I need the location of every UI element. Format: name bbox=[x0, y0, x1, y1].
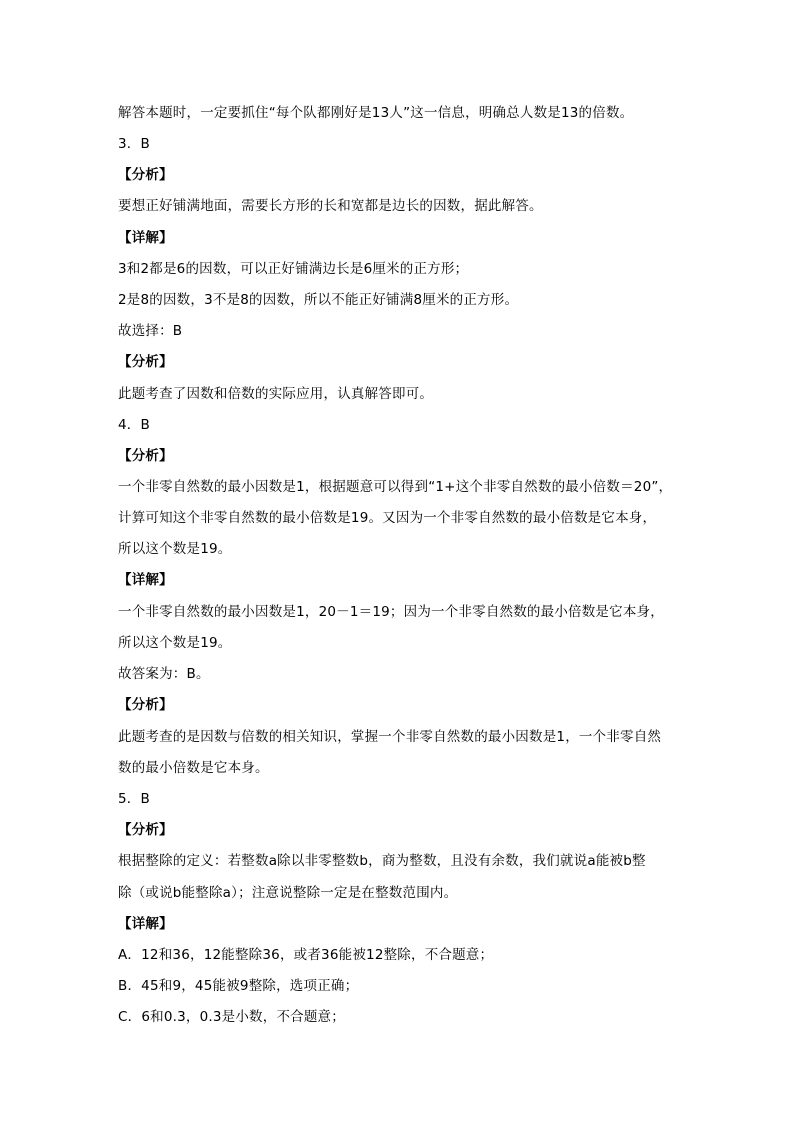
option-line: C．6和0.3，0.3是小数，不合题意； bbox=[118, 1009, 345, 1025]
option-line: B．45和9，45能被9整除，选项正确； bbox=[118, 978, 359, 994]
text-line: 解答本题时，一定要抓住“每个队都刚好是13人”这一信息，明确总人数是13的倍数。 bbox=[118, 105, 634, 121]
text-line: 一个非零自然数的最小因数是1，20－1＝19；因为一个非零自然数的最小倍数是它本身， bbox=[118, 604, 664, 620]
text-line: 2是8的因数，3不是8的因数，所以不能正好铺满8厘米的正方形。 bbox=[118, 292, 519, 308]
text-line: 要想正好铺满地面，需要长方形的长和宽都是边长的因数，据此解答。 bbox=[118, 198, 543, 214]
answer-heading: 4．B bbox=[118, 417, 150, 433]
text-line: 所以这个数是19。 bbox=[118, 635, 232, 651]
answer-heading: 5．B bbox=[118, 791, 150, 807]
text-line: 计算可知这个非零自然数的最小倍数是19。又因为一个非零自然数的最小倍数是它本身， bbox=[118, 510, 657, 526]
text-line: 此题考查的是因数与倍数的相关知识，掌握一个非零自然数的最小因数是1，一个非零自然 bbox=[118, 729, 662, 745]
text-line: 所以这个数是19。 bbox=[118, 541, 232, 557]
section-label-analysis: 【分析】 bbox=[118, 822, 173, 838]
section-label-analysis: 【分析】 bbox=[118, 167, 173, 183]
text-line: 3和2都是6的因数，可以正好铺满边长是6厘米的正方形； bbox=[118, 261, 469, 277]
text-line: 根据整除的定义：若整数a除以非零整数b，商为整数，且没有余数，我们就说a能被b整 bbox=[118, 853, 646, 869]
section-label-detail: 【详解】 bbox=[118, 572, 173, 588]
section-label-analysis: 【分析】 bbox=[118, 354, 173, 370]
text-line: 此题考查了因数和倍数的实际应用，认真解答即可。 bbox=[118, 386, 434, 402]
text-line: 故答案为：B。 bbox=[118, 666, 210, 682]
section-label-analysis: 【分析】 bbox=[118, 448, 173, 464]
text-line: 除（或说b能整除a）；注意说整除一定是在整数范围内。 bbox=[118, 885, 458, 901]
answer-heading: 3．B bbox=[118, 136, 150, 152]
section-label-detail: 【详解】 bbox=[118, 916, 173, 932]
section-label-detail: 【详解】 bbox=[118, 230, 173, 246]
section-label-analysis: 【分析】 bbox=[118, 697, 173, 713]
option-line: A．12和36，12能整除36，或者36能被12整除，不合题意； bbox=[118, 947, 494, 963]
text-line: 故选择：B bbox=[118, 323, 183, 339]
text-line: 一个非零自然数的最小因数是1，根据题意可以得到“1+这个非零自然数的最小倍数＝20”， bbox=[118, 479, 673, 495]
text-line: 数的最小倍数是它本身。 bbox=[118, 760, 269, 776]
